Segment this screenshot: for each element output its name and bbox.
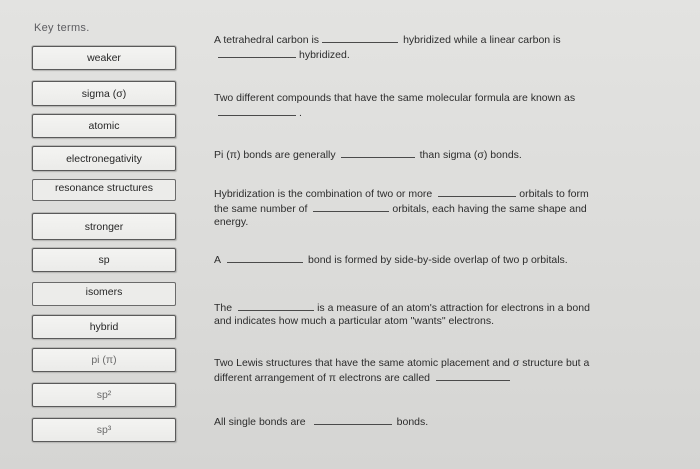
term-resonance-structures[interactable]: resonance structures (32, 179, 176, 201)
blank-4b[interactable] (313, 201, 389, 212)
blank-1a[interactable] (322, 32, 398, 43)
question-3-text-a: Pi (π) bonds are generally (214, 149, 336, 161)
term-hybrid[interactable]: hybrid (32, 315, 176, 339)
question-3 (214, 147, 522, 162)
term-atomic[interactable]: atomic (32, 114, 176, 138)
question-4 (214, 186, 634, 229)
blank-6[interactable] (238, 300, 314, 311)
blank-4a[interactable] (438, 186, 516, 197)
blank-1b[interactable] (218, 47, 296, 58)
question-5-text-b: bond is formed by side-by-side overlap of two p orbitals. (308, 254, 568, 266)
term-weaker[interactable]: weaker (32, 46, 176, 70)
question-4-line1-b: orbitals to form (519, 188, 589, 200)
term-sp[interactable]: sp (32, 248, 176, 272)
question-8-text-a: All single bonds are (214, 416, 306, 428)
term-pi[interactable]: pi (π) (32, 348, 176, 372)
question-6 (214, 300, 590, 328)
question-1-text-b: hybridized while a linear carbon is (403, 34, 561, 46)
question-8-text-b: bonds. (396, 416, 429, 428)
blank-7[interactable] (436, 370, 510, 381)
term-sp2[interactable]: sp² (32, 383, 176, 407)
question-6-text-b: is a measure of an atom's attraction for electrons in a bond (317, 302, 590, 314)
question-2 (214, 92, 575, 120)
question-1-text-a: A tetrahedral carbon is (214, 34, 320, 46)
question-5 (214, 252, 568, 267)
term-sp3[interactable]: sp³ (32, 418, 176, 442)
question-1-text-c: hybridized. (299, 49, 350, 61)
question-2-text-a: Two different compounds that have the same molecular formula are known as (214, 92, 576, 104)
question-4-line2-a: the same number of (214, 203, 308, 215)
question-2-text-b: . (299, 107, 302, 119)
term-stronger[interactable]: stronger (32, 213, 176, 240)
question-6-text-a: The (214, 302, 233, 314)
question-7-line2: different arrangement of π electrons are called (214, 372, 431, 384)
question-7-line1: Two Lewis structures that have the same atomic placement and σ structure but a (214, 357, 590, 369)
term-sigma[interactable]: sigma (σ) (32, 81, 176, 106)
blank-2[interactable] (218, 105, 296, 116)
question-7 (214, 357, 589, 385)
term-isomers[interactable]: isomers (32, 282, 176, 306)
question-1 (214, 32, 561, 62)
question-3-text-b: than sigma (σ) bonds. (419, 149, 522, 161)
question-6-line2: and indicates how much a particular atom "wants" electrons. (214, 315, 495, 327)
question-8 (214, 414, 428, 429)
blank-5[interactable] (227, 252, 303, 263)
question-5-text-a: A (214, 254, 222, 266)
question-4-line2-b: orbitals, each having the same shape and (392, 203, 587, 215)
question-4-line1-a: Hybridization is the combination of two or more (214, 188, 433, 200)
term-electronegativity[interactable]: electronegativity (32, 146, 176, 171)
blank-8[interactable] (314, 414, 392, 425)
page-title: Key terms. (34, 22, 90, 34)
blank-3[interactable] (341, 147, 415, 158)
question-4-line3: energy. (214, 216, 249, 228)
